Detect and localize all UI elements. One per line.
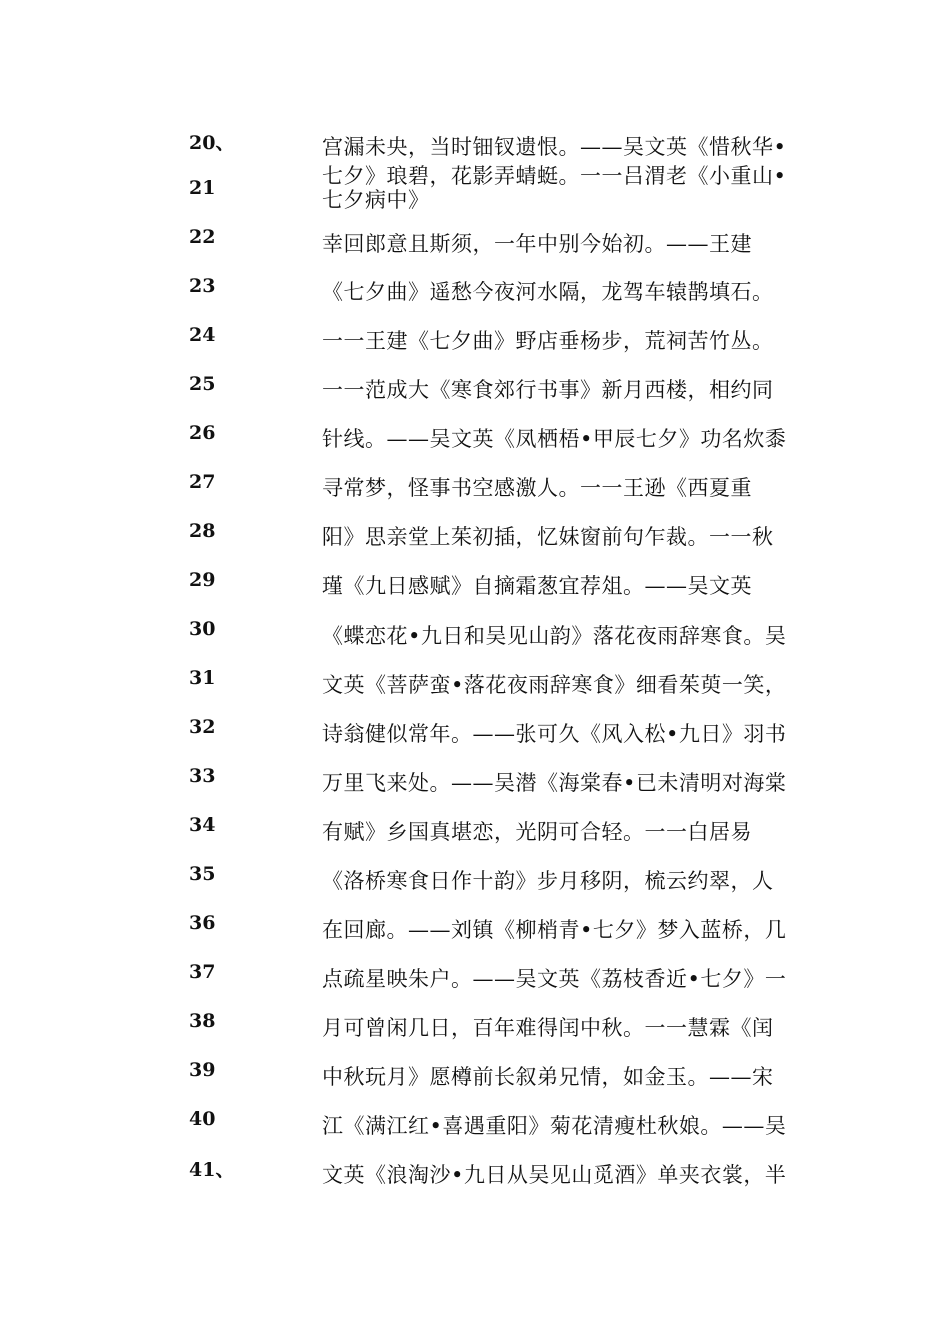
text-line: 月可曾闲几日，百年难得闰中秋。一一慧霖《闰	[322, 1016, 774, 1040]
line-number: 32	[189, 716, 216, 738]
line-number: 23	[189, 275, 216, 297]
line-number: 37	[189, 961, 216, 983]
text-line: 点疏星映朱户。——吴文英《荔枝香近•七夕》一	[322, 967, 787, 991]
line-number: 30	[189, 618, 216, 640]
text-line: 文英《菩萨蛮•落花夜雨辞寒食》细看茱萸一笑，	[322, 673, 787, 697]
text-line: 《蝶恋花•九日和吴见山韵》落花夜雨辞寒食。吴	[322, 624, 787, 648]
line-number: 31	[189, 667, 216, 689]
text-line: 《洛桥寒食日作十韵》步月移阴，梳云约翠，人	[322, 869, 774, 893]
text-line: 文英《浪淘沙•九日从吴见山觅酒》单夹衣裳，半	[322, 1163, 787, 1187]
line-number: 24	[189, 324, 216, 346]
line-number: 27	[189, 471, 216, 493]
text-line: 七夕病中》	[322, 188, 430, 212]
line-number: 38	[189, 1010, 216, 1032]
text-line: 《七夕曲》遥愁今夜河水隔，龙驾车辕鹊填石。	[322, 280, 774, 304]
line-number: 40	[189, 1108, 216, 1130]
text-line: 中秋玩月》愿樽前长叙弟兄情，如金玉。——宋	[322, 1065, 774, 1089]
text-line: 一一王建《七夕曲》野店垂杨步，荒祠苦竹丛。	[322, 329, 774, 353]
text-line: 万里飞来处。——吴潜《海棠春•已未清明对海棠	[322, 771, 787, 795]
line-number: 34	[189, 814, 216, 836]
line-number: 41、	[189, 1159, 235, 1181]
text-line: 宫漏未央，当时钿钗遗恨。——吴文英《惜秋华•	[322, 135, 787, 159]
line-number: 22	[189, 226, 216, 248]
line-number: 39	[189, 1059, 216, 1081]
line-number: 33	[189, 765, 216, 787]
text-line: 阳》思亲堂上茱初插，忆妹窗前句乍裁。一一秋	[322, 525, 774, 549]
text-line: 瑾《九日感赋》自摘霜葱宜荐俎。——吴文英	[322, 574, 752, 598]
line-number: 21	[189, 177, 216, 199]
text-line: 江《满江红•喜遇重阳》菊花清瘦杜秋娘。——吴	[322, 1114, 787, 1138]
line-number: 26	[189, 422, 216, 444]
line-number: 36	[189, 912, 216, 934]
line-number: 25	[189, 373, 216, 395]
text-line: 诗翁健似常年。——张可久《风入松•九日》羽书	[322, 722, 787, 746]
line-number: 28	[189, 520, 216, 542]
text-line: 寻常梦，怪事书空感激人。一一王逊《西夏重	[322, 476, 752, 500]
text-line: 针线。——吴文英《凤栖梧•甲辰七夕》功名炊黍	[322, 427, 787, 451]
text-line: 幸回郎意且斯须，一年中别今始初。——王建	[322, 232, 752, 256]
line-number: 29	[189, 569, 216, 591]
text-line: 有赋》乡国真堪恋，光阴可合轻。一一白居易	[322, 820, 752, 844]
text-line: 一一范成大《寒食郊行书事》新月西楼，相约同	[322, 378, 774, 402]
line-number: 20、	[189, 132, 235, 154]
line-number: 35	[189, 863, 216, 885]
text-line: 在回廊。——刘镇《柳梢青•七夕》梦入蓝桥，几	[322, 918, 787, 942]
text-line: 七夕》琅碧，花影弄蜻蜓。一一吕渭老《小重山•	[322, 164, 787, 188]
